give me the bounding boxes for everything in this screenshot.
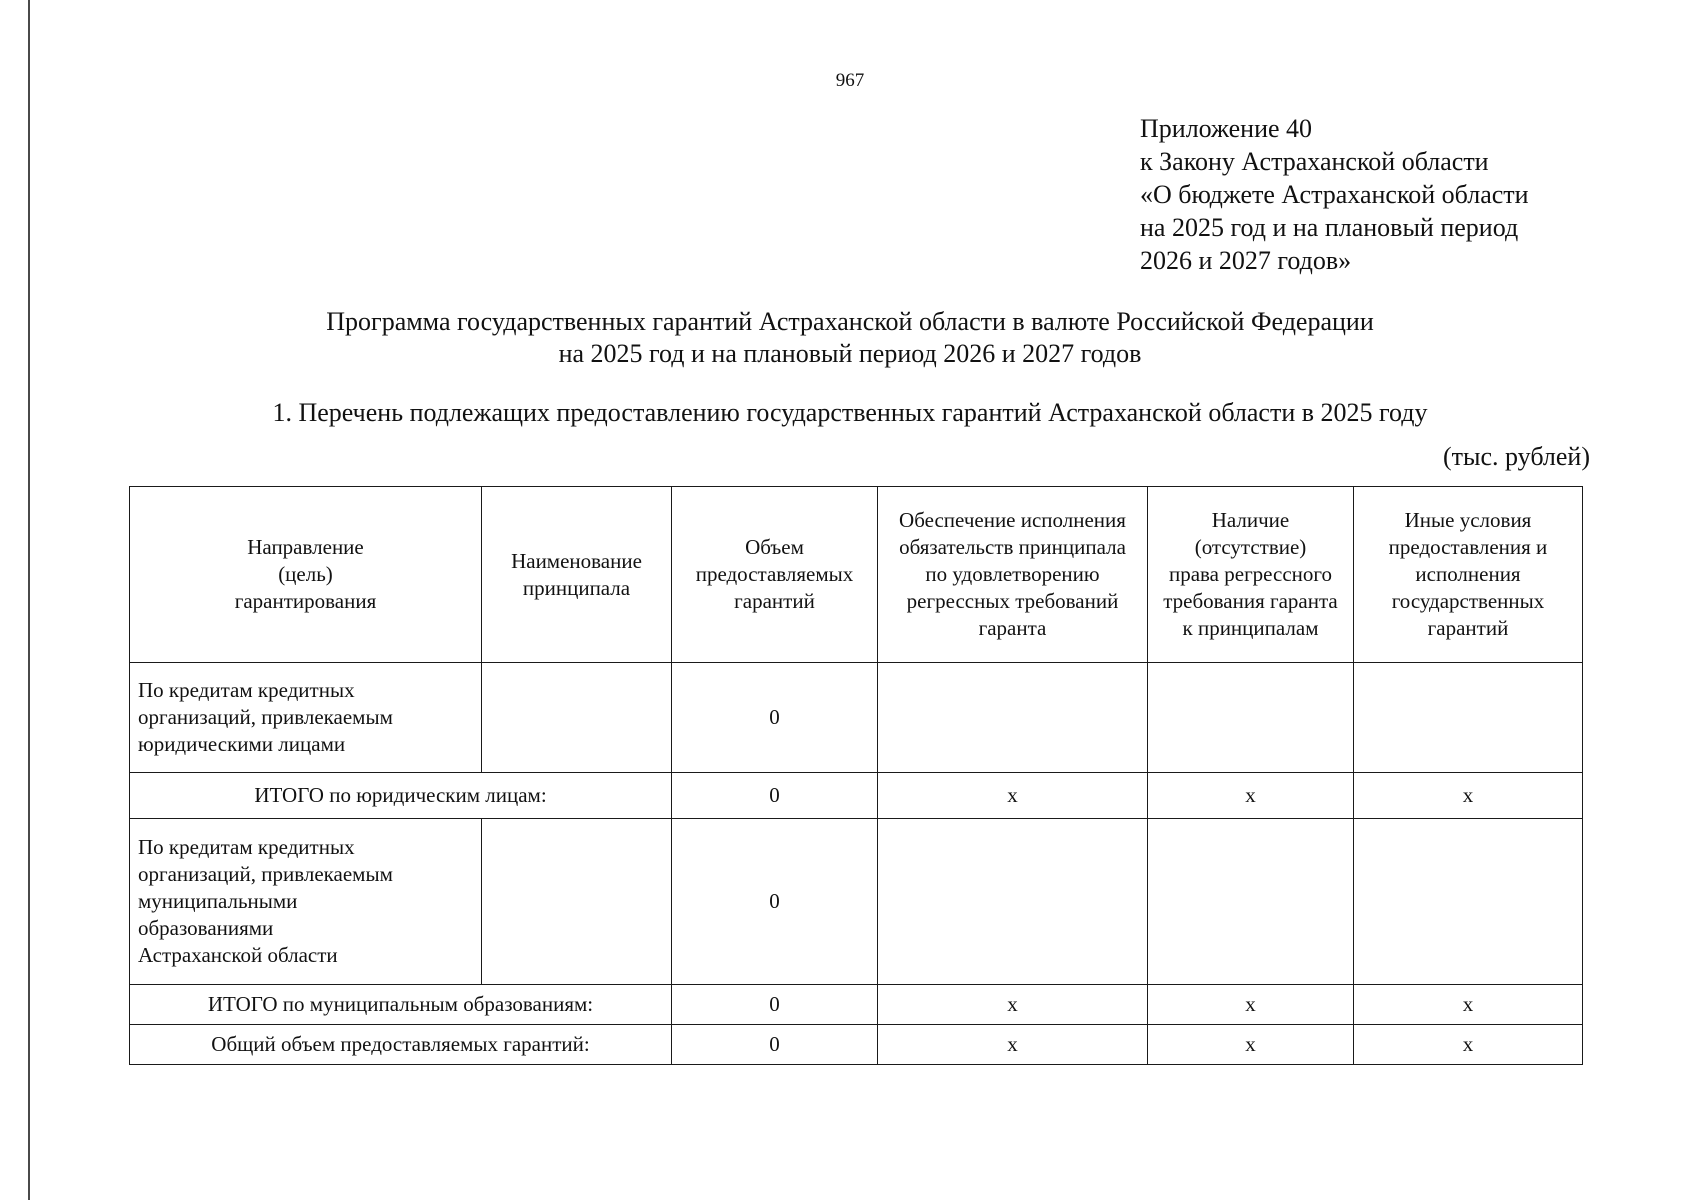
header-text: гарантирования [234,589,377,613]
cell-text: По кредитам кредитных [138,835,355,859]
appendix-line: «О бюджете Астраханской области [1140,180,1529,209]
cell-regress: х [1148,985,1354,1025]
header-text: принципала [522,575,631,600]
scan-edge-line [28,0,30,1200]
table-row-total-municipal [130,985,1583,1025]
header-text: по удовлетворению [925,562,1100,586]
cell-volume: 0 [672,819,878,985]
section-title: 1. Перечень подлежащих предоставлению государственных гарантий Астраханской области в 2025 году [272,398,1428,427]
cell-text: юридическими лицами [138,732,346,756]
table-row-legal-entities [130,663,1583,773]
cell-total-label: Общий объем предоставляемых гарантий: [130,1025,672,1065]
header-text: гарантий [1427,616,1509,640]
cell-text: образованиями [138,916,274,940]
cell-text: По кредитам кредитных [138,678,355,702]
header-text: обязательств принципала [899,535,1126,559]
cell-volume: 0 [672,1025,878,1065]
header-text: Обеспечение исполнения [899,508,1126,532]
header-text: права регрессного [1168,562,1333,586]
header-text: к принципалам [1182,616,1319,640]
cell-direction [130,663,482,773]
header-volume [672,487,878,663]
header-security [878,487,1148,663]
table-row-municipal [130,819,1583,985]
cell-principal [482,663,672,773]
header-text: Объем [745,535,804,559]
appendix-line: на 2025 год и на плановый период [1140,213,1519,242]
table-row-total-legal [130,773,1583,819]
header-direction [130,487,482,663]
header-text: гаранта [978,616,1047,640]
header-text: (отсутствие) [1194,535,1307,559]
appendix-line: к Закону Астраханской области [1140,147,1489,176]
cell-text: Астраханской области [138,943,338,967]
cell-other [1354,663,1583,773]
cell-other: х [1354,1025,1583,1065]
cell-other: х [1354,985,1583,1025]
header-text: исполнения [1415,562,1521,586]
header-other-conditions [1354,487,1583,663]
document-title [200,306,1500,370]
header-text: Наименование [511,548,642,573]
cell-volume: 0 [672,663,878,773]
document-title-line-1: Программа государственных гарантий Астраханской области в валюте Российской Федерации [326,307,1374,336]
units-note: (тыс. рублей) [1442,442,1590,471]
cell-regress [1148,819,1354,985]
cell-regress [1148,663,1354,773]
header-text: предоставления и [1388,535,1548,559]
cell-direction [130,819,482,985]
cell-volume: 0 [672,985,878,1025]
cell-other: х [1354,773,1583,819]
header-principal [482,487,672,663]
cell-text: организаций, привлекаемым [138,705,393,729]
table-header-row [130,487,1583,663]
cell-security [878,819,1148,985]
cell-principal [482,819,672,985]
header-regress [1148,487,1354,663]
header-text: государственных [1391,589,1545,613]
appendix-reference [1140,112,1660,277]
header-text: Направление [247,535,364,559]
cell-regress: х [1148,773,1354,819]
header-text: предоставляемых [695,562,854,586]
table-row-grand-total [130,1025,1583,1065]
cell-security: х [878,985,1148,1025]
cell-security: х [878,773,1148,819]
cell-other [1354,819,1583,985]
cell-text: муниципальными [138,889,298,913]
cell-security [878,663,1148,773]
cell-total-label: ИТОГО по юридическим лицам: [130,773,672,819]
cell-security: х [878,1025,1148,1065]
header-text: (цель) [278,562,333,586]
page-number: 967 [835,70,865,91]
header-text: требования гаранта [1163,589,1338,613]
cell-regress: х [1148,1025,1354,1065]
header-text: регрессных требований [906,589,1119,613]
guarantees-table [129,486,1583,1065]
appendix-line: 2026 и 2027 годов» [1140,246,1352,275]
header-text: Наличие [1211,508,1290,532]
cell-total-label: ИТОГО по муниципальным образованиям: [130,985,672,1025]
cell-volume: 0 [672,773,878,819]
header-text: Иные условия [1404,508,1532,532]
cell-text: организаций, привлекаемым [138,862,393,886]
header-text: гарантий [734,589,815,613]
appendix-line: Приложение 40 [1140,114,1313,143]
document-title-line-2: на 2025 год и на плановый период 2026 и 2027 годов [558,339,1142,368]
